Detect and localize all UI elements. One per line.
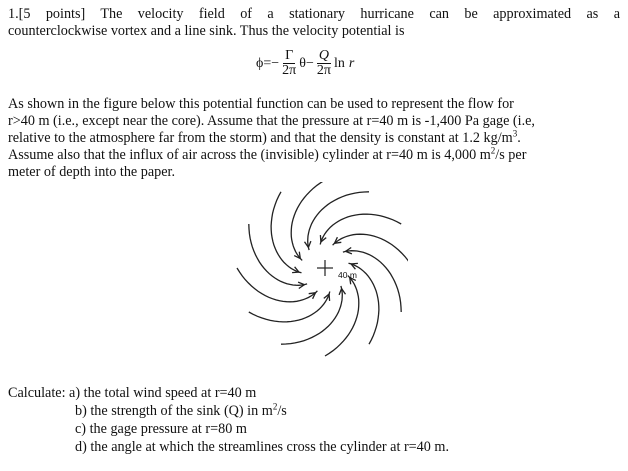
- paragraph-line-1: As shown in the figure below this potential function can be used to represent the flow for: [8, 96, 514, 112]
- part-b-text: b) the strength of the sink (Q) in m: [75, 403, 273, 419]
- streamline-spirals: [237, 182, 408, 356]
- fraction-denominator-2pi-2: 2π: [316, 62, 331, 78]
- equation-fraction-gamma: [281, 49, 297, 78]
- calculate-part-a: Calculate: a) the total wind speed at r=40 m: [8, 385, 257, 401]
- streamline-2: [320, 214, 401, 244]
- problem-line-1: 1.[5 points] The velocity field of a stationary hurricane can be approximated as a: [8, 6, 620, 22]
- paragraph-line-4-end: /s per: [495, 147, 527, 163]
- streamline-1: [333, 234, 408, 268]
- assumptions-paragraph: [8, 96, 620, 181]
- fraction-numerator-q: Q: [318, 47, 329, 63]
- part-b-end: /s: [277, 403, 287, 419]
- paragraph-line-3-end: .: [517, 130, 521, 146]
- equation-ln: ln: [333, 55, 345, 71]
- paragraph-line-5: meter of depth into the paper.: [8, 164, 176, 180]
- fraction-numerator-gamma: Γ: [285, 47, 294, 63]
- paragraph-line-3: [8, 130, 620, 147]
- hurricane-streamline-figure: [228, 182, 408, 362]
- paragraph-line-3-text: relative to the atmosphere far from the storm) and that the density is constant at 1.2 kg/m: [8, 130, 513, 146]
- streamline-5: [271, 192, 301, 273]
- paragraph-line-4-sup: 2: [490, 145, 496, 156]
- paragraph-line-3-sup: 3: [512, 128, 518, 139]
- core-marker: [317, 260, 333, 276]
- equation-lhs: ϕ=−: [256, 55, 280, 71]
- equation-var-r: r: [348, 55, 355, 71]
- equation-theta: θ−: [299, 55, 314, 71]
- problem-line-2: counterclockwise vortex and a line sink. Thus the velocity potential is: [8, 23, 405, 39]
- velocity-potential-equation: [256, 45, 354, 81]
- problem-statement: [8, 6, 620, 40]
- paragraph-line-2: r>40 m (i.e., except near the core). Assume that the pressure at r=40 m is -1,400 Pa gage (i.e,: [8, 113, 535, 129]
- paragraph-line-4-text: Assume also that the influx of air across the (invisible) cylinder at r=40 m is 4,000 m: [8, 147, 491, 163]
- core-radius-label: 40 m: [338, 270, 357, 280]
- fraction-denominator-2pi: 2π: [282, 62, 297, 78]
- streamline-8: [249, 292, 330, 322]
- part-b-sup: 2: [272, 401, 278, 412]
- calculate-part-d: d) the angle at which the streamlines cross the cylinder at r=40 m.: [75, 439, 450, 455]
- paragraph-line-4: [8, 147, 620, 164]
- calculate-part-b: [75, 403, 287, 420]
- calculate-part-c: c) the gage pressure at r=80 m: [75, 421, 247, 437]
- equation-fraction-q: [316, 49, 332, 78]
